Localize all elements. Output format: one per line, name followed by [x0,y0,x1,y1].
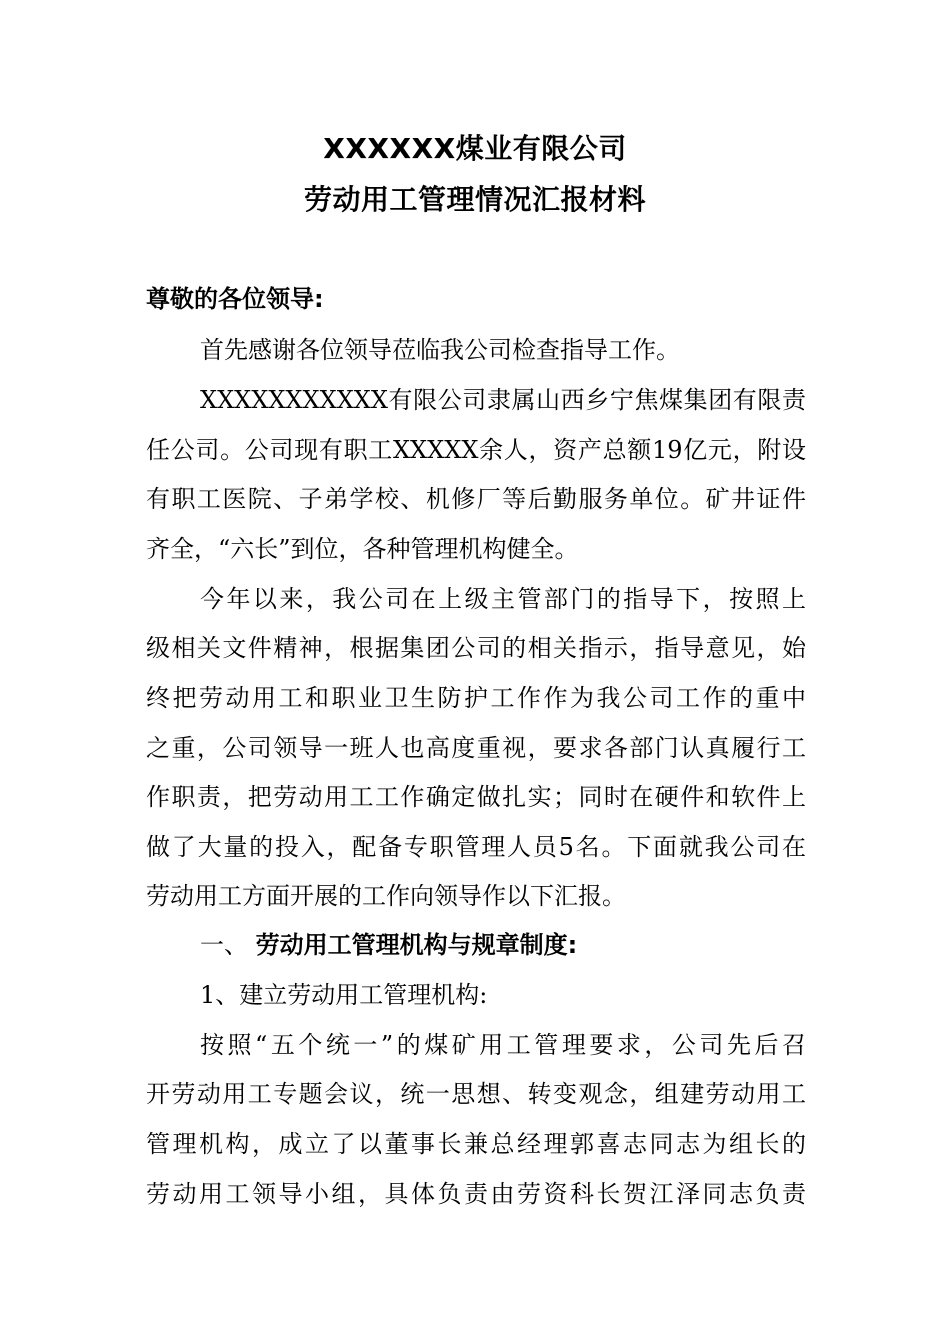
paragraph-2-line-4: 齐全，“六长”到位，各种管理机构健全。 [146,535,579,563]
paragraph-2-line-3: 有职工医院、子弟学校、机修厂等后勤服务单位。矿井证件 [146,485,806,513]
paragraph-3-line-7: 劳动用工方面开展的工作向领导作以下汇报。 [146,882,626,910]
salutation: 尊敬的各位领导: [146,285,324,313]
document-title-report: 劳动用工管理情况汇报材料 [303,183,646,216]
paragraph-4-line-4: 劳动用工领导小组，具体负责由劳资科长贺江泽同志负责 [146,1180,806,1208]
paragraph-2-line-2: 任公司。公司现有职工XXXXX余人，资产总额19亿元，附设 [146,436,806,464]
document-title-company: XXXXXX煤业有限公司 [323,132,627,165]
paragraph-2-line-1: XXXXXXXXXXX有限公司隶属山西乡宁焦煤集团有限责 [200,386,806,414]
paragraph-3-line-4: 之重，公司领导一班人也高度重视，要求各部门认真履行工 [146,734,806,762]
paragraph-3-line-2: 级相关文件精神，根据集团公司的相关指示，指导意见，始 [146,634,806,662]
subsection-1-heading: 1、建立劳动用工管理机构: [200,981,488,1009]
paragraph-3-line-3: 终把劳动用工和职业卫生防护工作作为我公司工作的重中 [146,684,806,712]
paragraph-4-line-1: 按照“五个统一”的煤矿用工管理要求，公司先后召 [200,1031,806,1059]
paragraph-3-line-5: 作职责，把劳动用工工作确定做扎实；同时在硬件和软件上 [146,783,806,811]
section-1-number: 一、 [200,931,248,959]
paragraph-4-line-2: 开劳动用工专题会议，统一思想、转变观念，组建劳动用工 [146,1080,806,1108]
paragraph-3-line-1: 今年以来，我公司在上级主管部门的指导下，按照上 [200,585,806,613]
section-1-title: 劳动用工管理机构与规章制度: [255,931,578,959]
paragraph-4-line-3: 管理机构，成立了以董事长兼总经理郭喜志同志为组长的 [146,1130,806,1158]
paragraph-1-line-1: 首先感谢各位领导莅临我公司检查指导工作。 [200,336,680,364]
paragraph-3-line-6: 做了大量的投入，配备专职管理人员5名。下面就我公司在 [146,833,806,861]
section-1-heading [200,928,577,962]
